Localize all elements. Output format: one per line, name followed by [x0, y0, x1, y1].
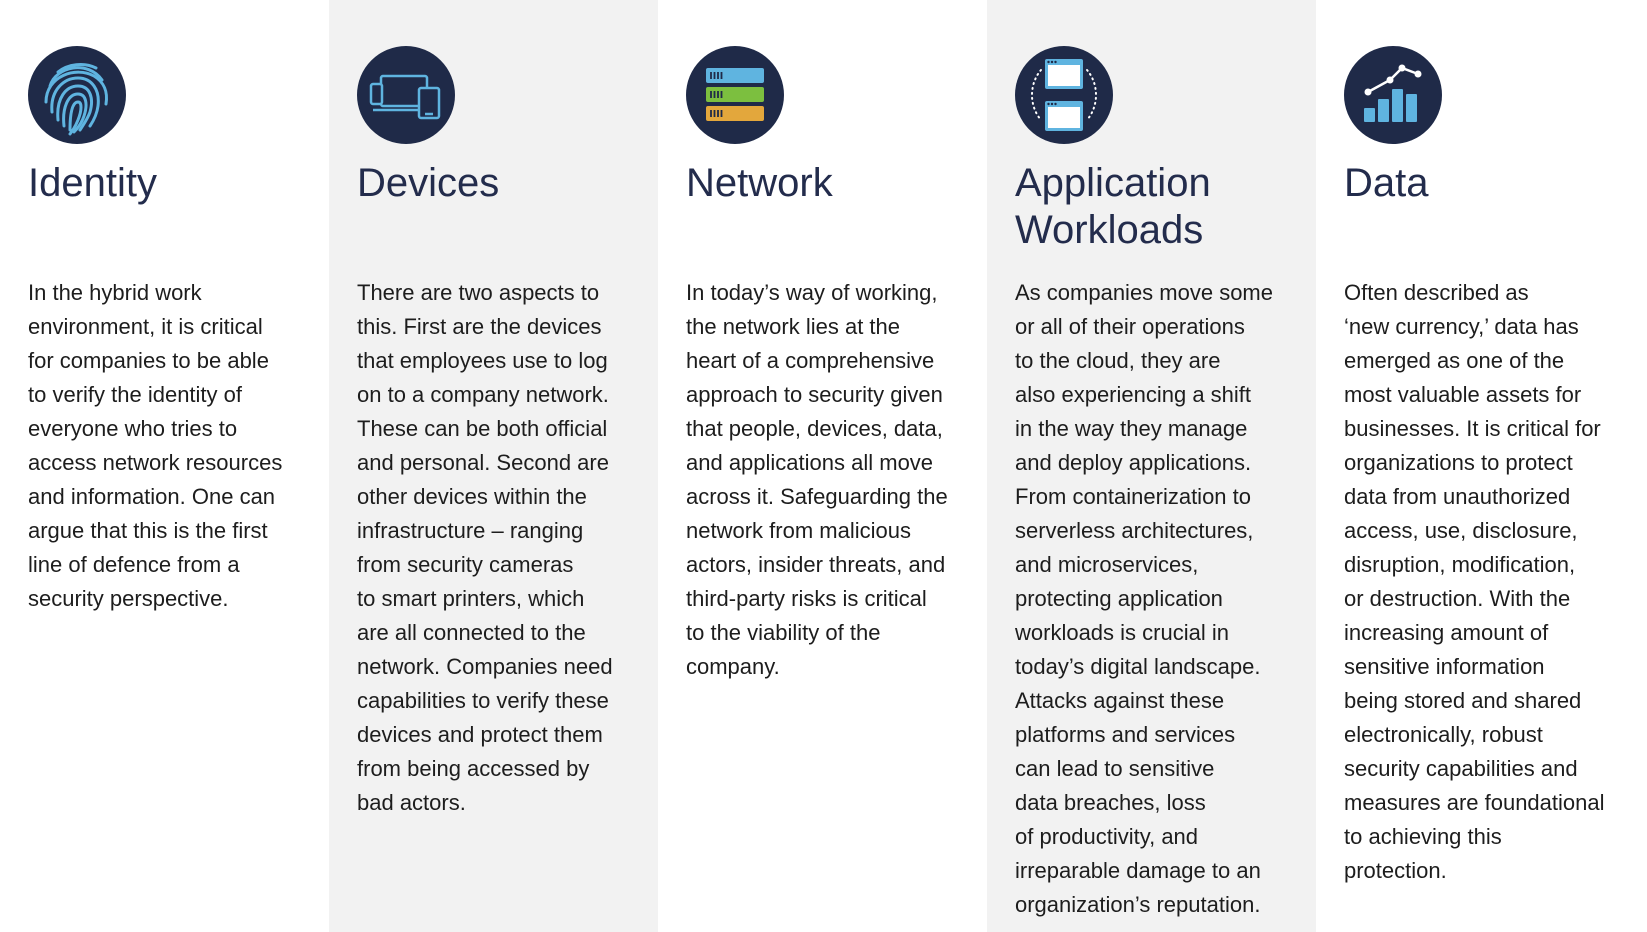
data-chart-icon	[1344, 46, 1442, 144]
column-body: In the hybrid work environment, it is critical for companies to be able to verify the identity of everyone who tries to access network resources and information. One can argue that this is the first line of defence from a security perspective.	[28, 280, 283, 611]
column-body: There are two aspects to this. First are the devices that employees use to log on to a company network. These can be both official and personal. Second are other devices within the infrastructure – ranging from security cameras to smart printers, which are all connected to the network. Companies need capabilities to verify these devices and protect them from being accessed by bad actors.	[357, 280, 613, 815]
column-body: In today’s way of working, the network lies at the heart of a comprehensive approach to security given that people, devices, data, and applications all move across it. Safeguarding the network from malicious actors, insider threats, and third-party risks is critical to the viability of the company.	[686, 280, 948, 679]
column-identity	[0, 0, 329, 932]
column-title: Application Workloads	[1015, 161, 1211, 252]
column-application-workloads	[987, 0, 1316, 932]
column-title: Devices	[357, 161, 500, 205]
devices-icon	[357, 46, 455, 144]
fingerprint-icon	[28, 46, 126, 144]
column-title: Data	[1344, 161, 1429, 205]
column-title: Identity	[28, 161, 157, 205]
column-devices	[329, 0, 658, 932]
application-windows-icon	[1015, 46, 1113, 144]
column-network	[658, 0, 987, 932]
column-data	[1316, 0, 1647, 932]
column-body: Often described as ‘new currency,’ data has emerged as one of the most valuable assets for businesses. It is critical for organizations to protect data from unauthorized access, use, disclosure, disruption, modification, or destruction. With the increasing amount of sensitive information being stored and shared electronically, robust security capabilities and measures are foundational to achieving this protection.	[1344, 280, 1605, 883]
server-stack-icon	[686, 46, 784, 144]
column-title: Network	[686, 161, 833, 205]
column-body: As companies move some or all of their operations to the cloud, they are also experiencing a shift in the way they manage and deploy applications. From containerization to serverless architectures, and microservices, protecting application workloads is crucial in today’s digital landscape. Attacks against these platforms and services can lead to sensitive data breaches, loss of productivity, and irreparable damage to an organization’s reputation.	[1015, 280, 1273, 917]
